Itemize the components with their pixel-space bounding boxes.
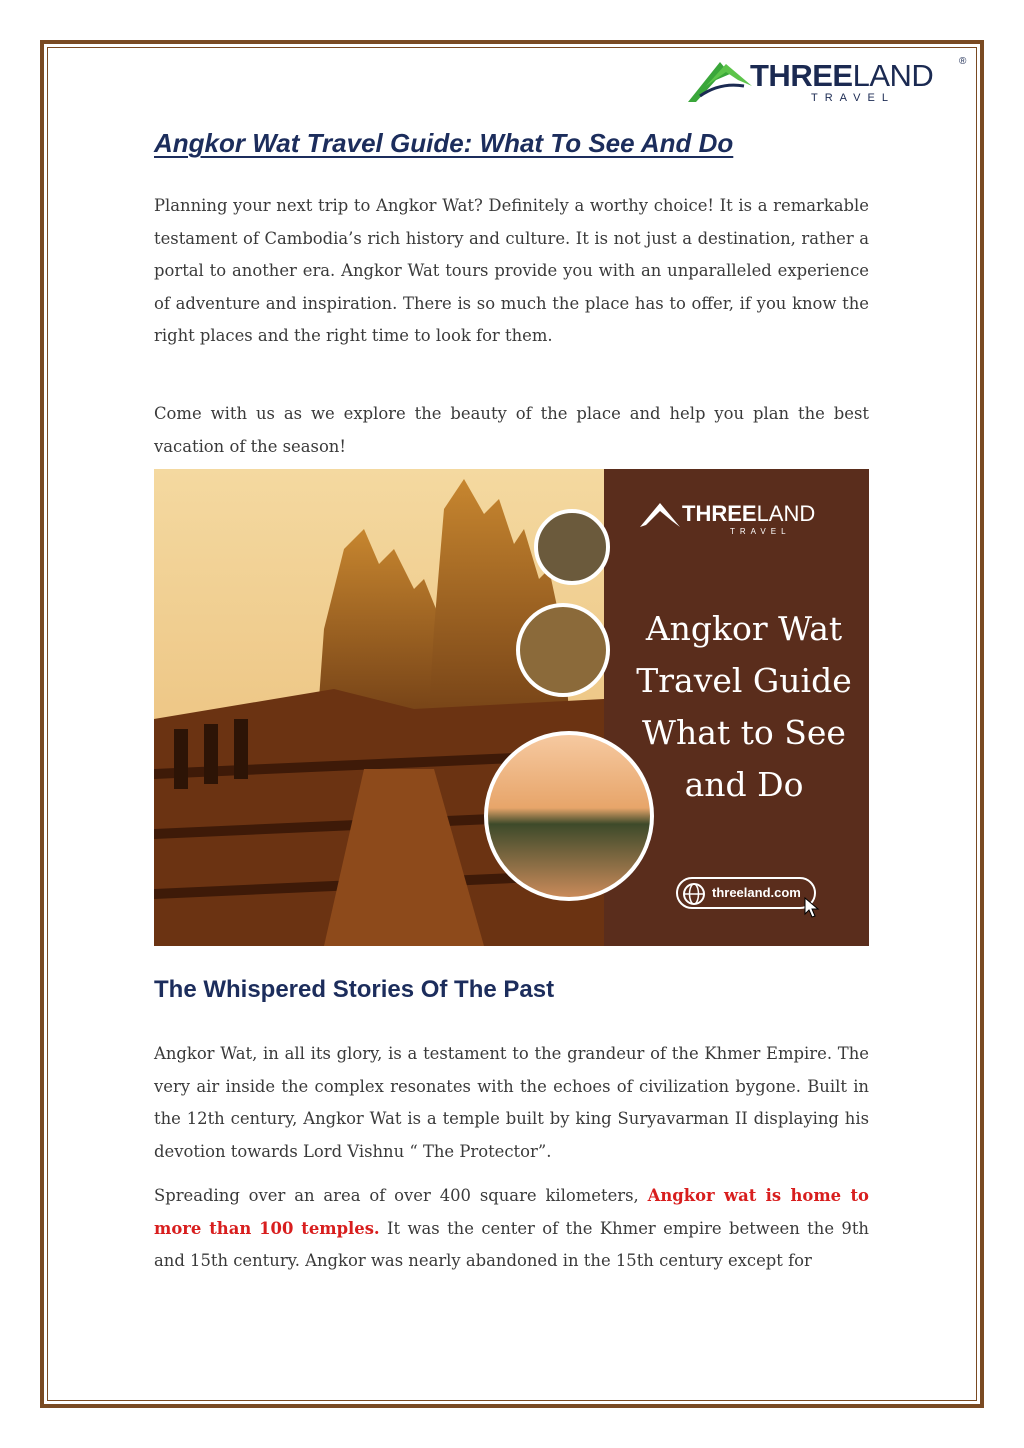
hero-heading-line: Travel Guide [636, 661, 852, 700]
threeland-logo [686, 56, 972, 108]
apsara-dancers-thumbnail [516, 603, 610, 697]
hero-logo-tagline: TRAVEL [730, 527, 791, 536]
hero-mountain-logo-icon [638, 499, 682, 529]
registered-mark: ® [959, 56, 967, 67]
mountain-logo-icon [686, 56, 756, 106]
hero-heading-line: What to See [642, 713, 846, 752]
intro-paragraph-1: Planning your next trip to Angkor Wat? Definitely a worthy choice! It is a remarkable testament of Cambodia’s rich history and culture. It is not just a destination, rather a portal to another era. Angkor Wat tours provide you with an unparalleled experience of adventure and inspiration. There is so much the place has to offer, if you know the right places and the right time to look for them. [154, 196, 869, 345]
section-paragraph-1: Angkor Wat, in all its glory, is a testament to the grandeur of the Khmer Empire. The very air inside the complex resonates with the echoes of civilization bygone. Built in the 12th century, Angkor Wat is a temple built by king Suryavarman II displaying his devotion towards Lord Vishnu “ The Protector”. [154, 1044, 869, 1161]
hero-logo-wordmark: THREELAND [682, 501, 816, 526]
hero-logo [638, 499, 853, 539]
hero-heading-line: Angkor Wat [645, 609, 843, 648]
apsara-carving-thumbnail [534, 509, 610, 585]
hero-heading [624, 603, 864, 811]
paragraph-text: It was the center of the Khmer empire between the 9th and 15th century. Angkor was nearly abandoned in the 15th century except for [154, 1218, 869, 1270]
website-url-pill [676, 877, 816, 909]
logo-tagline: TRAVEL [811, 92, 895, 104]
section-paragraph-2 [154, 1180, 869, 1278]
hero-banner-image [154, 469, 869, 946]
section-heading: The Whispered Stories Of The Past [154, 976, 555, 1003]
logo-wordmark: THREELAND [750, 58, 934, 93]
page-title: Angkor Wat Travel Guide: What To See And Do [154, 128, 734, 158]
globe-icon [682, 882, 706, 906]
hero-heading-line: and Do [684, 765, 804, 804]
paragraph-text: Spreading over an area of over 400 square kilometers, [154, 1186, 648, 1205]
website-url: threeland.com [712, 885, 801, 900]
intro-paragraph-2: Come with us as we explore the beauty of the place and help you plan the best vacation of the season! [154, 404, 869, 456]
highlighted-text: Angkor wat is home to more than 100 temples. [154, 1186, 869, 1238]
cursor-icon [804, 897, 822, 919]
